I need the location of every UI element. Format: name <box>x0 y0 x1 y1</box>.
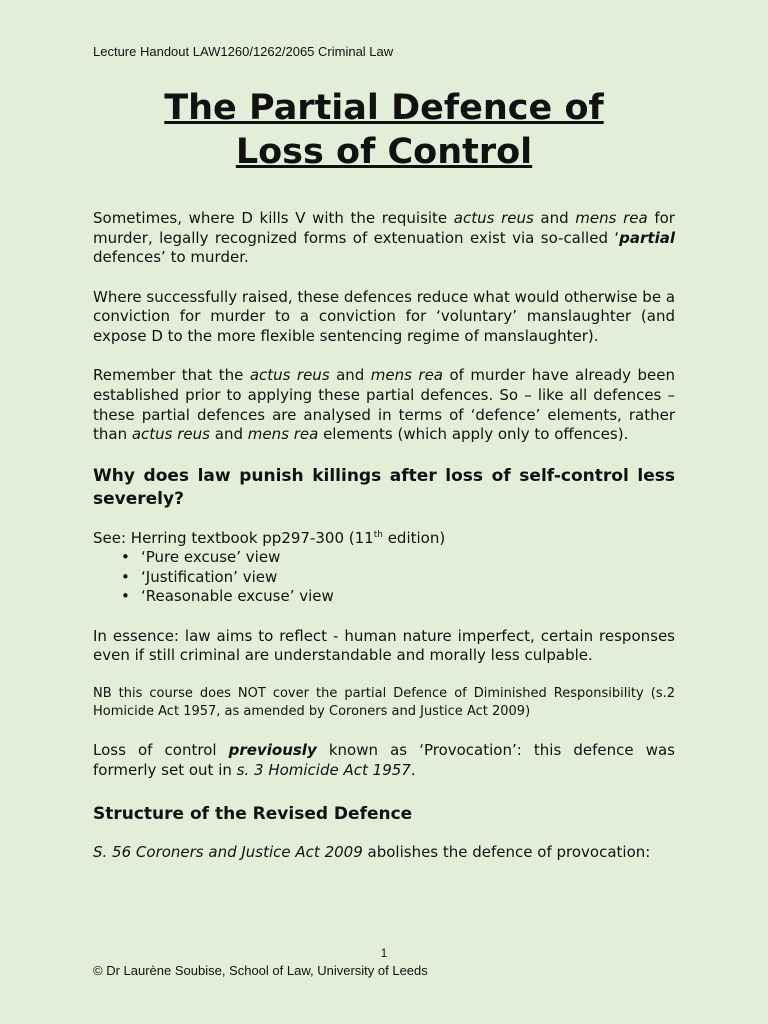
text-run: elements (which apply only to offences). <box>318 425 629 444</box>
list-item: • ‘Justification’ view <box>121 568 675 588</box>
paragraph-s56 <box>93 843 675 863</box>
page-number: 1 <box>380 946 388 960</box>
heading-structure: Structure of the Revised Defence <box>93 803 413 824</box>
paragraph-effect: Where successfully raised, these defences reduce what would otherwise be a conviction for murder to a conviction for ‘voluntary’ manslaughter (and expose D to the more flexible sentencing regime of manslaughter). <box>93 287 676 346</box>
text-run: defences’ to murder. <box>93 248 249 267</box>
italic-term: mens rea <box>370 366 443 385</box>
text-run: and <box>533 209 576 227</box>
paragraph-intro <box>93 209 675 268</box>
text-run: edition) <box>382 528 446 547</box>
running-header: Lecture Handout LAW1260/1262/2065 Criminal Law <box>93 44 394 59</box>
italic-term: actus reus <box>453 209 534 227</box>
italic-term: s. 3 Homicide Act 1957 <box>236 761 411 780</box>
paragraph-remember <box>93 366 675 445</box>
paragraph-essence: In essence: law aims to reflect - human nature imperfect, certain responses even if still criminal are understandable and morally less culpable. <box>93 626 675 665</box>
text-run: Sometimes, where D kills V with the requisite <box>93 209 454 227</box>
italic-term: mens rea <box>247 425 319 444</box>
text-run: See: Herring textbook pp297-300 (11 <box>93 528 374 547</box>
document-page <box>93 0 675 1024</box>
text-run: and <box>329 366 371 385</box>
italic-term: mens rea <box>575 209 648 227</box>
text-run: Loss of control <box>93 741 229 760</box>
title-line-1: The Partial Defence of <box>164 88 604 128</box>
text-run: Remember that the <box>93 366 250 385</box>
paragraph-see <box>93 529 675 549</box>
text-run: . <box>410 761 416 780</box>
superscript: th <box>373 529 383 540</box>
title-line-2: Loss of Control <box>235 132 533 172</box>
italic-term: S. 56 Coroners and Justice Act 2009 <box>93 842 363 861</box>
bold-italic-term: previously <box>228 741 317 760</box>
list-item: • ‘Reasonable excuse’ view <box>121 587 675 607</box>
bold-italic-term: partial <box>619 228 675 247</box>
heading-why: Why does law punish killings after loss of self-control less severely? <box>93 465 675 509</box>
italic-term: actus reus <box>131 425 210 444</box>
text-run: for murder, legally recognized forms of extenuation exist via so-called ‘ <box>93 209 675 247</box>
text-run: and <box>210 425 248 444</box>
italic-term: actus reus <box>249 366 330 385</box>
list-item: • ‘Pure excuse’ view <box>121 548 675 568</box>
text-run: of murder have already been established prior to applying these partial defences. So – like all defences – these partial defences are analysed in terms of ‘defence’ elements, rather than <box>93 366 675 444</box>
document-title <box>93 86 675 174</box>
views-list <box>93 548 675 607</box>
paragraph-loss-of-control <box>93 741 675 780</box>
paragraph-nb: NB this course does NOT cover the partial Defence of Diminished Responsibility (s.2 Homicide Act 1957, as amended by Coroners and Justice Act 2009) <box>93 686 675 720</box>
document-body <box>93 209 675 863</box>
text-run: abolishes the defence of provocation: <box>362 842 651 861</box>
text-run: known as ‘Provocation’: this defence was formerly set out in <box>93 741 675 780</box>
running-footer: © Dr Laurène Soubise, School of Law, University of Leeds <box>93 963 428 978</box>
